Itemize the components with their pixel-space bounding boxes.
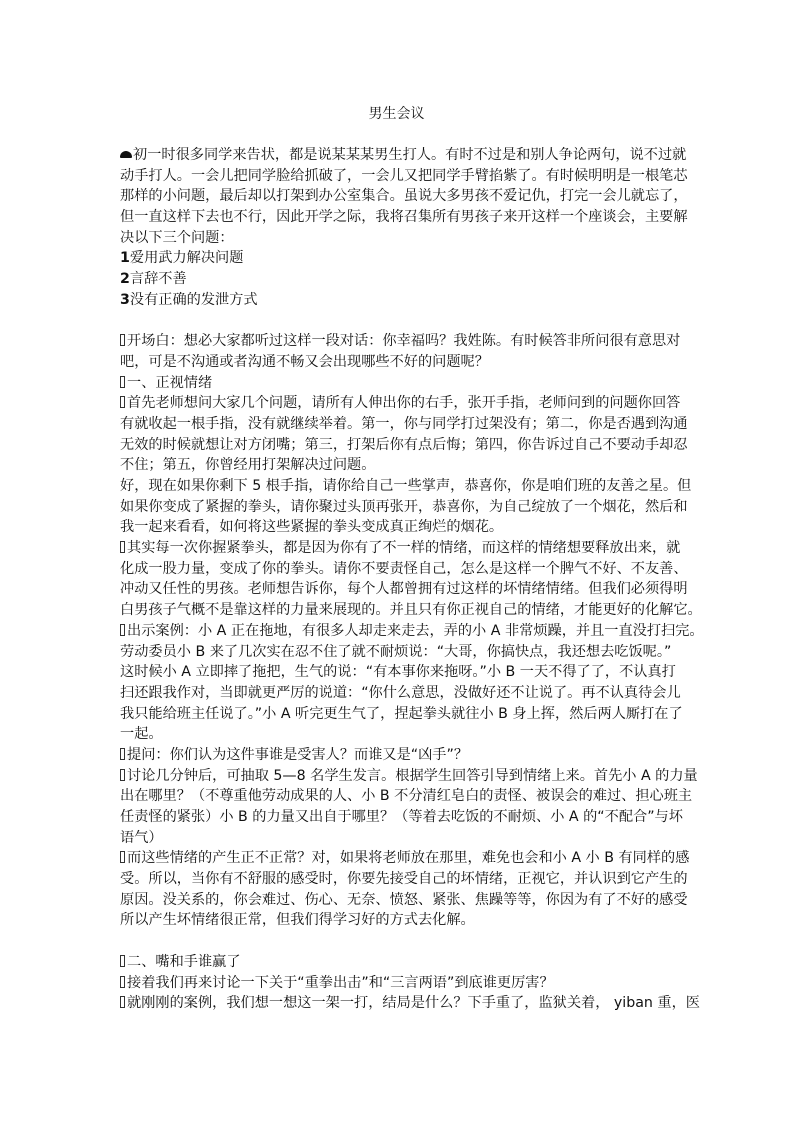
document-body [120, 145, 704, 1014]
line-text: 爱用武力解决问题 [129, 250, 244, 267]
text-line [120, 973, 690, 994]
missing-glyph-icon [120, 624, 125, 636]
line-text: 这时候小 A 立即摔了拖把，生气的说：“有本事你来拖呀。”小 B 一天不得了了，不认真打 [120, 664, 676, 681]
missing-glyph-icon [120, 955, 125, 967]
line-text: 动手打人。一会儿把同学脸给抓破了，一会儿又把同学手臂掐紫了。有时候明明是一根笔芯 [120, 167, 688, 184]
text-line [120, 807, 690, 828]
line-text: 我一起来看看，如何将这些紧握的拳头变成真正绚烂的烟花。 [120, 519, 504, 536]
text-line [120, 311, 690, 332]
line-text: 吧，可是不沟通或者沟通不畅又会出现哪些不好的问题呢？ [120, 353, 489, 370]
line-text: 受。所以，当你有不舒服的感受时，你要先接受自己的坏情绪，正视它，并认识到它产生的 [120, 871, 688, 888]
text-line [120, 331, 690, 352]
text-line [120, 786, 693, 807]
text-line [120, 517, 690, 538]
missing-glyph-icon [120, 996, 125, 1008]
line-text: 白男孩子气概不是靠这样的力量来展现的。并且只有你正视自己的情绪，才能更好的化解它。 [120, 602, 702, 619]
line-text: 所以产生坏情绪很正常，但我们得学习好的方式去化解。 [120, 912, 475, 929]
text-line [120, 745, 690, 766]
line-text: 首先老师想问大家几个问题，请所有人伸出你的右手，张开手指，老师问到的问题你回答 [127, 395, 681, 412]
text-line [120, 642, 690, 663]
text-line [120, 393, 690, 414]
line-text: 如果你变成了紧握的拳头，请你聚过头顶再张开，恭喜你，为自己绽放了一个烟花，然后和 [120, 498, 688, 515]
document-title: 男生会议 [368, 106, 425, 122]
line-text: 扫还跟我作对，当即就更严厉的说道：“你什么意思，没做好还不让说了。再不认真待会儿 [120, 684, 681, 701]
text-line [120, 931, 690, 952]
text-line [120, 497, 690, 518]
text-line [120, 766, 698, 787]
line-text: 言辞不善 [129, 271, 187, 288]
missing-glyph-icon [120, 376, 125, 388]
line-text: 语气） [120, 829, 163, 846]
list-item [120, 290, 690, 311]
text-line [120, 704, 690, 725]
text-line [120, 559, 690, 580]
text-line [120, 455, 690, 476]
line-text: 那样的小问题，最后却以打架到办公室集合。虽说大多男孩不爱记仇，打完一会儿就忘了， [120, 188, 688, 205]
text-line [120, 352, 690, 373]
line-text: 出示案例：小 A 正在拖地，有很多人却走来走去，弄的小 A 非常烦躁，并且一直没打扫完。 [127, 622, 704, 639]
list-item [120, 269, 690, 290]
line-text: 化成一股力量，变成了你的拳头。请你不要责怪自己，怎么是这样一个脾气不好、不友善、 [120, 560, 688, 577]
line-text: 一起。 [120, 726, 163, 743]
line-text: 决以下三个问题： [120, 229, 234, 246]
text-line [120, 662, 690, 683]
text-line [120, 890, 690, 911]
line-text: 不住；第五，你曾经用打架解决过问题。 [120, 457, 376, 474]
text-line [120, 621, 704, 642]
text-line [120, 228, 690, 249]
line-text: 无效的时候就想让对方闭嘴；第三，打架后你有点后悔；第四，你告诉过自己不要动手却忍 [120, 436, 688, 453]
line-text: 好，现在如果你剩下 5 根手指，请你给自己一些掌声，恭喜你，你是咱们班的友善之星。但 [120, 478, 692, 494]
line-text: 任责怪的紧张）小 B 的力量又出自于哪里？（等着去吃饭的不耐烦、小 A 的“不配合”与坏 [120, 809, 683, 825]
line-text: 出在哪里？（不尊重他劳动成果的人、小 B 不分清红皂白的责怪、被误会的难过、担心班主 [120, 788, 693, 805]
text-line [120, 910, 690, 931]
line-text: 开场白：想必大家都听过这样一段对话：你幸福吗？我姓陈。有时候答非所问很有意思对 [127, 333, 681, 350]
text-line [120, 828, 690, 849]
line-text: 冲动又任性的男孩。老师想告诉你，每个人都曾拥有过这样的坏情绪情绪。但我们必须得明 [120, 581, 688, 598]
cloud-icon [120, 151, 132, 158]
line-text: 但一直这样下去也不行，因此开学之际，我将召集所有男孩子来开这样一个座谈会，主要解 [120, 209, 688, 226]
missing-glyph-icon [120, 976, 125, 988]
text-line [120, 848, 690, 869]
line-text: 没有正确的发泄方式 [129, 291, 258, 308]
text-line [120, 579, 690, 600]
missing-glyph-icon [120, 396, 125, 408]
list-item [120, 248, 690, 269]
missing-glyph-icon [120, 748, 125, 760]
line-text: 一、正视情绪 [127, 374, 213, 391]
line-text: 我只能给班主任说了。”小 A 听完更生气了，捏起拳头就往小 B 身上挥，然后两人厮打在了 [120, 705, 683, 722]
line-text: 其实每一次你握紧拳头，都是因为你有了不一样的情绪，而这样的情绪想要释放出来，就 [127, 540, 681, 557]
missing-glyph-icon [120, 851, 125, 863]
text-line [120, 373, 690, 394]
text-line [120, 435, 690, 456]
text-line [120, 414, 690, 435]
list-number: 3 [120, 291, 130, 308]
list-number: 1 [120, 250, 130, 267]
text-line [120, 724, 690, 745]
list-number: 2 [120, 271, 130, 288]
text-line [120, 476, 690, 497]
line-text: 劳动委员小 B 来了几次实在忍不住了就不耐烦说：“大哥，你搞快点，我还想去吃饭呢。” [120, 643, 672, 660]
line-text: 讨论几分钟后，可抽取 5—8 名学生发言。根据学生回答引导到情绪上来。首先小 A 的力量 [127, 767, 698, 784]
line-text: 提问：你们认为这件事谁是受害人？而谁又是“凶手”？ [127, 746, 469, 763]
line-text: 而这些情绪的产生正不正常？对，如果将老师放在那里，难免也会和小 A 小 B 有同样的感 [127, 850, 690, 867]
missing-glyph-icon [120, 334, 125, 346]
missing-glyph-icon [120, 769, 125, 781]
text-line [120, 952, 690, 973]
text-line [120, 207, 690, 228]
text-line [120, 993, 700, 1014]
text-line [120, 869, 690, 890]
text-line [120, 186, 690, 207]
line-text: 二、嘴和手谁赢了 [127, 953, 241, 970]
text-line [120, 145, 690, 166]
text-line [120, 683, 690, 704]
line-text: 原因。没关系的，你会难过、伤心、无奈、愤怒、紧张、焦躁等等，你因为有了不好的感受 [120, 891, 688, 908]
line-text: 接着我们再来讨论一下关于“重拳出击”和“三言两语”到底谁更厉害？ [127, 974, 554, 991]
text-line [120, 538, 690, 559]
missing-glyph-icon [120, 541, 125, 553]
text-line [120, 166, 690, 187]
line-text: 有就收起一根手指，没有就继续举着。第一，你与同学打过架没有；第二，你是否遇到沟通 [120, 415, 688, 432]
line-text: 初一时很多同学来告状，都是说某某某男生打人。有时不过是和别人争论两句，说不过就 [133, 147, 687, 163]
text-line [120, 600, 702, 621]
line-text: 就刚刚的案例，我们想一想这一架一打，结局是什么？下手重了，监狱关着， yiban 重，医 [127, 995, 700, 1012]
